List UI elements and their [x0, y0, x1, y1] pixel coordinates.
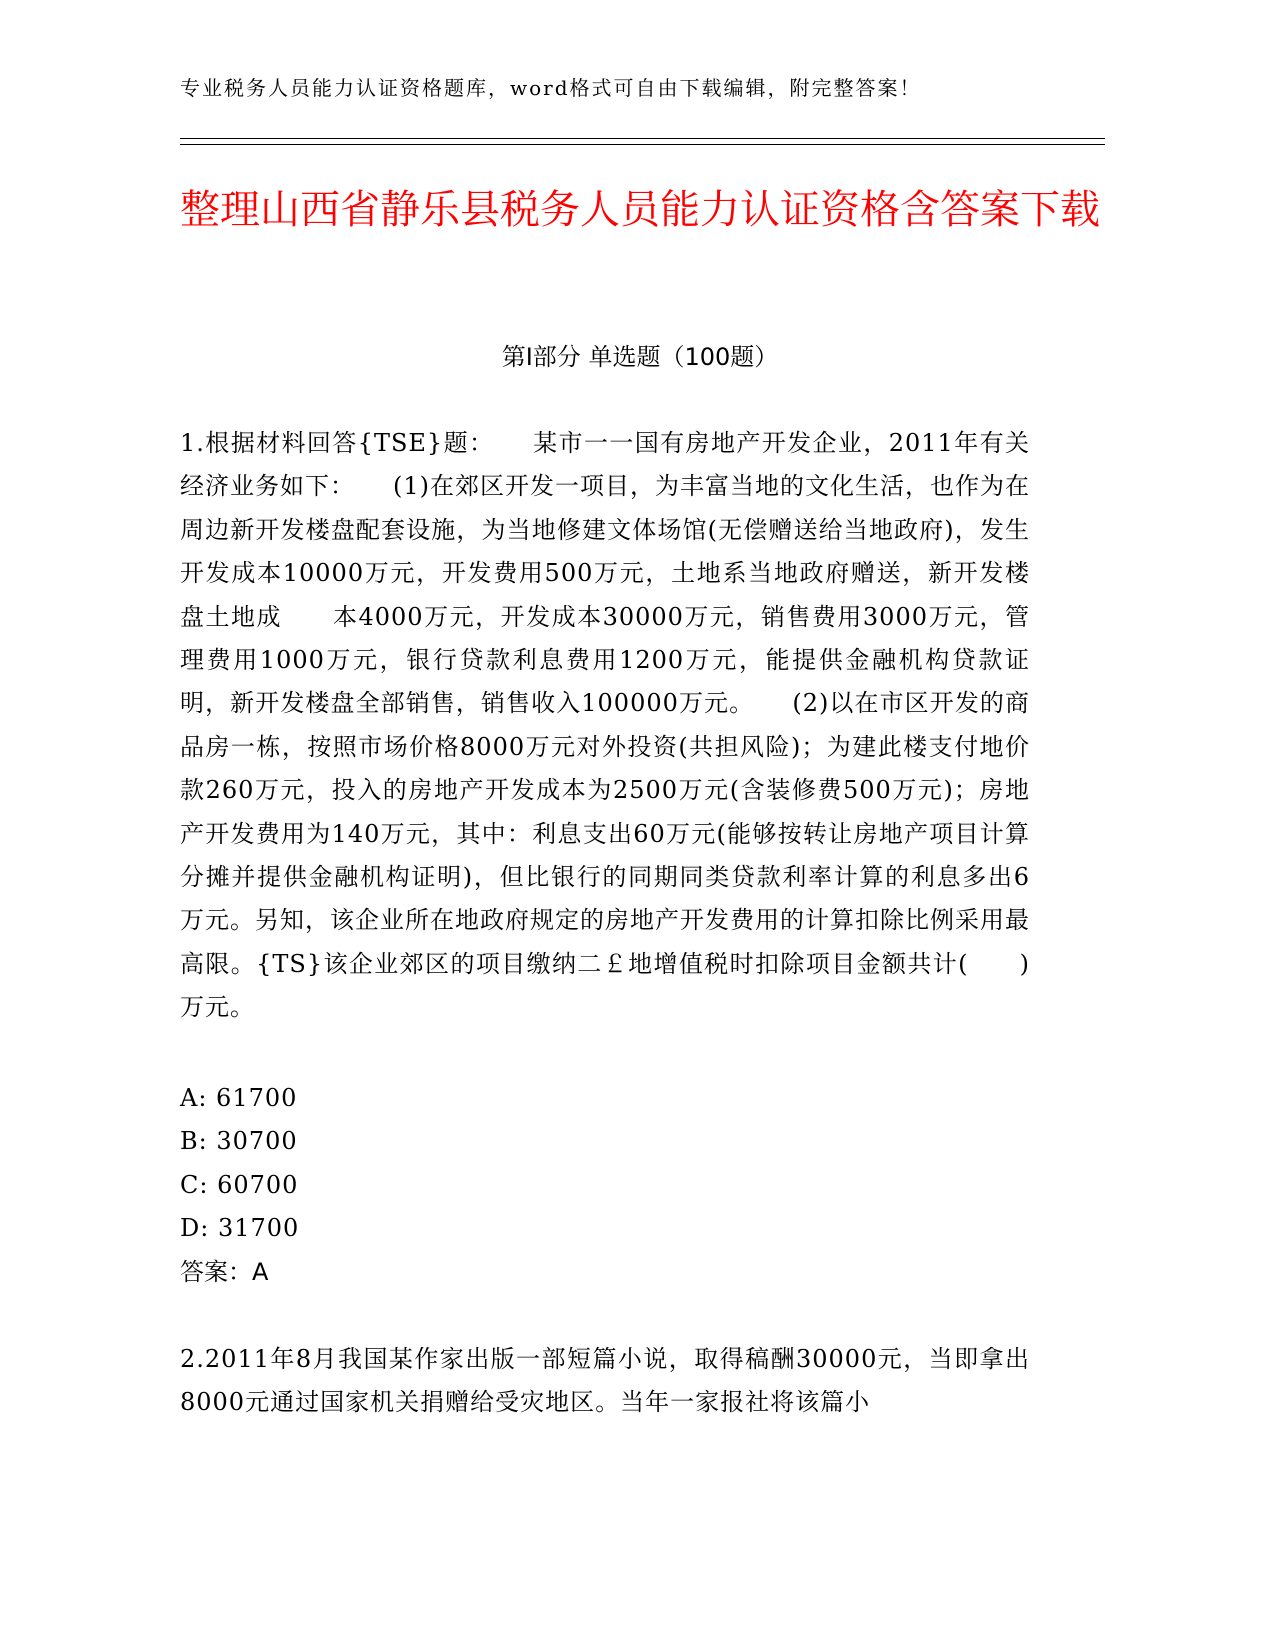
- header-divider: [180, 138, 1105, 145]
- question-1-text: 1.根据材料回答{TSE}题： 某市一一国有房地产开发企业，2011年有关经济业务如下： (1)在郊区开发一项目，为丰富当地的文化生活，也作为在周边新开发楼盘配套设施，为当地修建文体场馆(无偿赠送给当地政府)，发生开发成本10000万元，开发费用500万元，土地系当地政府赠送，新开发楼盘土地成 本4000万元，开发成本30000万元，销售费用3000万元，管理费用1000万元，银行贷款利息费用1200万元，能提供金融机构贷款证明，新开发楼盘全部销售，销售收入100000万元。 (2)以在市区开发的商品房一栋，按照市场价格8000万元对外投资(共担风险)；为建此楼支付地价款260万元，投入的房地产开发成本为2500万元(含装修费500万元)；房地产开发费用为140万元，其中：利息支出60万元(能够按转让房地产项目计算分摊并提供金融机构证明)，但比银行的同期同类贷款利率计算的利息多出6万元。另知，该企业所在地政府规定的房地产开发费用的计算扣除比例采用最高限。{TS}该企业郊区的项目缴纳二￡地增值税时扣除项目金额共计( )万元。: [180, 429, 1030, 1022]
- section-title: 第Ⅰ部分 单选题（100题）: [501, 343, 779, 371]
- question-2-text: 2.2011年8月我国某作家出版一部短篇小说，取得稿酬30000元，当即拿出8000元通过国家机关捐赠给受灾地区。当年一家报社将该篇小: [180, 1345, 1030, 1417]
- option-b: B: 30700: [180, 1127, 298, 1156]
- option-d: D: 31700: [180, 1214, 300, 1243]
- document-title: 整理山西省静乐县税务人员能力认证资格含答案下载: [180, 187, 1100, 233]
- header-note: 专业税务人员能力认证资格题库，word格式可自由下载编辑，附完整答案！: [180, 76, 922, 100]
- question-1-answer: 答案：A: [180, 1258, 269, 1286]
- question-1-options: [180, 1077, 1030, 1251]
- option-a: A: 61700: [180, 1084, 298, 1112]
- option-c: C: 60700: [180, 1170, 299, 1199]
